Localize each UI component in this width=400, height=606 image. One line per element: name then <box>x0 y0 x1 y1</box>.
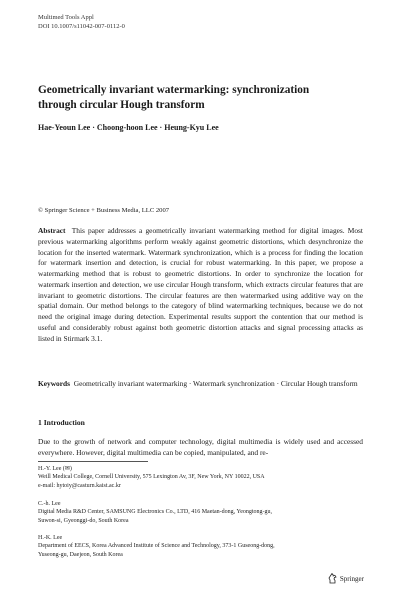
copyright-notice: © Springer Science + Business Media, LLC 2007 <box>38 207 170 214</box>
footnote-author-2-affiliation-2: Suwon-si, Gyeonggi-do, South Korea <box>38 517 129 524</box>
footnote-author-1 <box>38 465 368 490</box>
intro-paragraph: Due to the growth of network and computer technology, digital multimedia is widely used and accessed everywhere. However, digital multimedia can be copied, manipulated, and re- <box>38 437 363 457</box>
title-line-1: Geometrically invariant watermarking: synchronization <box>38 84 310 96</box>
abstract-text: This paper addresses a geometrically invariant watermarking method for digital images. Most previous watermarking algorithms perform weakly against geometric distortions, which desynchronize the location for the inserted watermark. Watermark synchronization, which is a process for finding the location for watermark insertion and detection, is crucial for robust watermarking. In this paper, we propose a watermarking method that is robust to geometric distortions. In order to synchronize the location for watermark insertion and detection, we use circular Hough transform, which extracts circular features that are invariant to geometric distortions. The circular features are then watermarked using additive way on the spatial domain. Our method belongs to the category of blind watermarking techniques, because we do not need the original image during detection. Experimental results support the contention that our method is useful and considerably robust against both geometric distortion attacks and signal processing attacks as listed in Stirmark 3.1. <box>38 226 363 343</box>
footnote-author-1-name: H.-Y. Lee (✉) <box>38 466 72 472</box>
author-list: Hae-Yeoun Lee · Choong-hoon Lee · Heung-Kyu Lee <box>38 123 219 132</box>
doi: DOI 10.1007/s11042-007-0112-0 <box>38 23 125 30</box>
springer-knight-icon <box>328 573 337 584</box>
keywords-label: Keywords <box>38 379 71 388</box>
publisher-logo <box>328 573 364 584</box>
springer-wordmark: Springer <box>339 574 364 583</box>
title-line-2: through circular Hough transform <box>38 99 205 111</box>
paper-title <box>38 83 368 113</box>
section-heading: 1 Introduction <box>38 418 85 427</box>
footnote-author-2 <box>38 500 368 525</box>
keywords-text: Geometrically invariant watermarking · Watermark synchronization · Circular Hough transform <box>73 379 358 388</box>
abstract <box>38 226 363 344</box>
keywords <box>38 379 363 390</box>
journal-header <box>38 13 125 31</box>
footnote-author-3-name: H.-K. Lee <box>38 535 63 541</box>
footnote-author-2-name: C.-h. Lee <box>38 501 61 507</box>
footnote-author-1-email: e-mail: hytoiy@casturn.kaist.ac.kr <box>38 482 121 489</box>
footnote-author-3-affiliation-1: Department of EECS, Korea Advanced Institute of Science and Technology, 373-1 Guseong-dong, <box>38 543 275 550</box>
abstract-label: Abstract <box>38 226 66 235</box>
footnote-divider <box>38 461 148 462</box>
journal-name: Multimed Tools Appl <box>38 14 94 21</box>
footnote-author-3-affiliation-2: Yuseong-gu, Daejeon, South Korea <box>38 551 123 558</box>
footnote-author-3 <box>38 534 368 559</box>
footnote-author-2-affiliation-1: Digital Media R&D Center, SAMSUNG Electronics Co., LTD, 416 Maetan-dong, Yeongtong-gu, <box>38 509 273 516</box>
footnote-author-1-affiliation: Weill Medical College, Cornell University, 575 Lexington Av, 3F, New York, NY 10022, USA <box>38 474 265 481</box>
